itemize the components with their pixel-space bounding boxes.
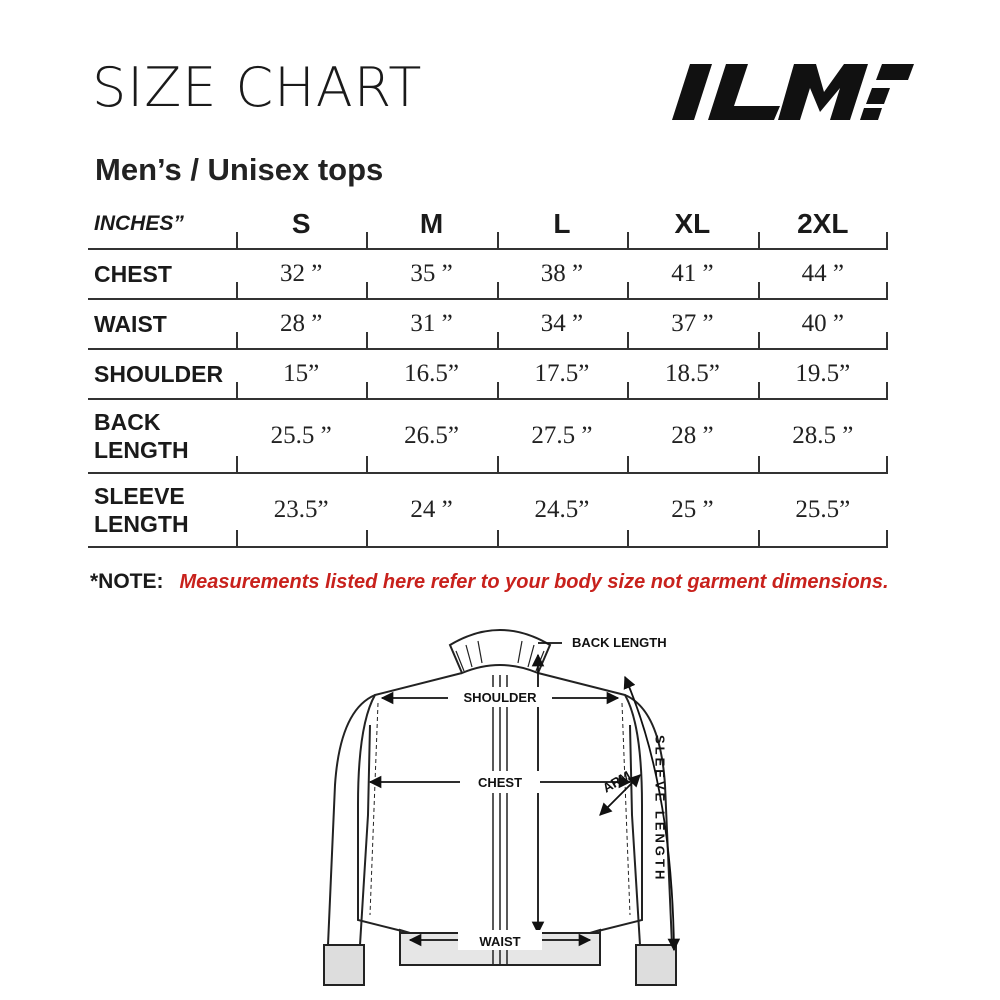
table-row [88,349,888,399]
row-label: CHEST [88,249,236,299]
shoulder-label: SHOULDER [463,690,537,705]
table-cell: 16.5” [366,349,496,399]
table-cell: 18.5” [627,349,757,399]
table-cell: 28.5 ” [758,399,888,473]
table-cell: 37 ” [627,299,757,349]
table-cell: 17.5” [497,349,627,399]
table-cell: 25 ” [627,473,757,547]
table-row [88,399,888,473]
row-label: WAIST [88,299,236,349]
size-table [88,200,888,548]
size-header: S [236,200,366,249]
table-cell: 24 ” [366,473,496,547]
measurement-note [90,570,889,594]
table-cell: 27.5 ” [497,399,627,473]
size-header: M [366,200,496,249]
waist-label: WAIST [479,934,521,949]
size-header: XL [627,200,757,249]
table-cell: 44 ” [758,249,888,299]
table-cell: 25.5 ” [236,399,366,473]
table-cell: 38 ” [497,249,627,299]
table-cell: 26.5” [366,399,496,473]
table-cell: 15” [236,349,366,399]
sleeve-length-label [653,735,668,882]
table-cell: 23.5” [236,473,366,547]
back-length-label: BACK LENGTH [572,635,667,650]
page-title: SIZE CHART [92,56,423,119]
row-label: BACK LENGTH [88,399,236,473]
size-header: L [497,200,627,249]
row-label: SLEEVE LENGTH [88,473,236,547]
size-header-row [88,200,888,249]
arm-label: ARM [600,767,634,796]
table-cell: 32 ” [236,249,366,299]
table-row [88,473,888,547]
table-cell: 28 ” [627,399,757,473]
table-cell: 25.5” [758,473,888,547]
table-cell: 19.5” [758,349,888,399]
size-header: 2XL [758,200,888,249]
table-cell: 28 ” [236,299,366,349]
table-cell: 31 ” [366,299,496,349]
note-label: *NOTE: [90,570,164,593]
table-cell: 34 ” [497,299,627,349]
unit-label: INCHES” [88,200,236,249]
table-cell: 41 ” [627,249,757,299]
row-label: SHOULDER [88,349,236,399]
table-row [88,249,888,299]
svg-text:SLEEVE LENGTH: SLEEVE LENGTH [652,735,668,883]
note-text: Measurements listed here refer to your body size not garment dimensions. [179,571,889,593]
table-cell: 40 ” [758,299,888,349]
jacket-measurement-diagram [300,615,700,1000]
chest-label: CHEST [477,775,523,790]
table-cell: 35 ” [366,249,496,299]
table-row [88,299,888,349]
table-cell: 24.5” [497,473,627,547]
brand-logo [668,62,916,122]
section-subtitle: Men’s / Unisex tops [95,152,384,187]
